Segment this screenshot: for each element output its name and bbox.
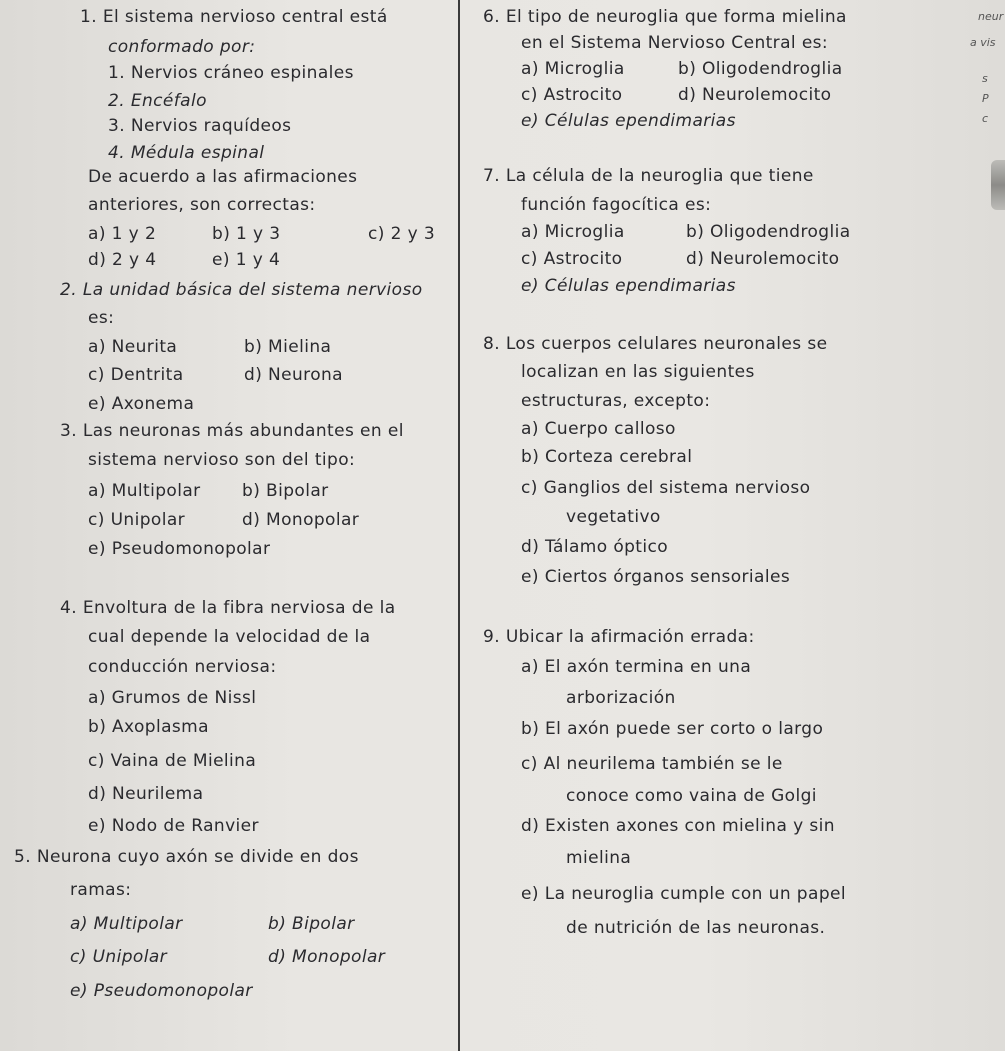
q1-item-3: 3. Nervios raquídeos: [108, 116, 292, 136]
q3-option-a: a) Multipolar: [88, 481, 201, 501]
margin-note-4: P: [982, 92, 989, 105]
q9-option-e-line2: de nutrición de las neuronas.: [566, 918, 826, 938]
q1-item-1: 1. Nervios cráneo espinales: [108, 63, 354, 83]
q6-option-e: e) Células ependimarias: [521, 111, 736, 131]
q9-option-c-line2: conoce como vaina de Golgi: [566, 786, 817, 806]
q2-option-c: c) Dentrita: [88, 365, 184, 385]
q1-stem-line1: 1. El sistema nervioso central está: [80, 7, 388, 27]
q2-stem-line2: es:: [88, 308, 115, 328]
q3-option-e: e) Pseudomonopolar: [88, 539, 271, 559]
q9-option-d-line2: mielina: [566, 848, 632, 868]
q5-option-b: b) Bipolar: [268, 914, 355, 934]
q5-stem-line1: 5. Neurona cuyo axón se divide en dos: [14, 847, 359, 867]
q4-stem-line1: 4. Envoltura de la fibra nerviosa de la: [60, 598, 396, 618]
q1-option-e: e) 1 y 4: [212, 250, 281, 270]
margin-note-1: neur: [978, 10, 1004, 23]
q9-option-e-line1: e) La neuroglia cumple con un papel: [521, 884, 846, 904]
q6-option-d: d) Neurolemocito: [678, 85, 832, 105]
q9-option-a-line1: a) El axón termina en una: [521, 657, 752, 677]
q1-option-a: a) 1 y 2: [88, 224, 157, 244]
q4-option-c: c) Vaina de Mielina: [88, 751, 257, 771]
q7-option-a: a) Microglia: [521, 222, 625, 242]
q4-option-a: a) Grumos de Nissl: [88, 688, 257, 708]
q1-stem-line2: conformado por:: [108, 37, 256, 57]
q6-stem-line1: 6. El tipo de neuroglia que forma mielina: [483, 7, 847, 27]
q1-option-d: d) 2 y 4: [88, 250, 157, 270]
q8-option-d: d) Tálamo óptico: [521, 537, 669, 557]
q9-option-d-line1: d) Existen axones con mielina y sin: [521, 816, 835, 836]
q7-option-b: b) Oligodendroglia: [686, 222, 851, 242]
margin-note-2: a vis: [970, 36, 996, 49]
q2-option-b: b) Mielina: [244, 337, 332, 357]
q1-option-b: b) 1 y 3: [212, 224, 281, 244]
q5-option-a: a) Multipolar: [70, 914, 183, 934]
q6-option-c: c) Astrocito: [521, 85, 623, 105]
q9-option-b: b) El axón puede ser corto o largo: [521, 719, 824, 739]
q4-stem-line3: conducción nerviosa:: [88, 657, 277, 677]
q6-option-b: b) Oligodendroglia: [678, 59, 843, 79]
q1-option-c: c) 2 y 3: [368, 224, 436, 244]
q9-stem: 9. Ubicar la afirmación errada:: [483, 627, 755, 647]
q8-stem-line1: 8. Los cuerpos celulares neuronales se: [483, 334, 828, 354]
q2-option-d: d) Neurona: [244, 365, 343, 385]
q8-stem-line3: estructuras, excepto:: [521, 391, 711, 411]
q4-option-b: b) Axoplasma: [88, 717, 209, 737]
q3-option-b: b) Bipolar: [242, 481, 329, 501]
margin-note-3: s: [982, 72, 988, 85]
q3-option-c: c) Unipolar: [88, 510, 186, 530]
q5-stem-line2: ramas:: [70, 880, 132, 900]
q5-option-e: e) Pseudomonopolar: [70, 981, 253, 1001]
q9-option-a-line2: arborización: [566, 688, 676, 708]
q4-stem-line2: cual depende la velocidad de la: [88, 627, 371, 647]
q6-stem-line2: en el Sistema Nervioso Central es:: [521, 33, 829, 53]
q2-stem-line1: 2. La unidad básica del sistema nervioso: [60, 280, 423, 300]
q7-stem-line2: función fagocítica es:: [521, 195, 712, 215]
q1-follow-line2: anteriores, son correctas:: [88, 195, 316, 215]
margin-note-5: c: [982, 112, 989, 125]
q1-item-4: 4. Médula espinal: [108, 143, 265, 163]
page-edge-shadow: [991, 160, 1005, 210]
q8-option-a: a) Cuerpo calloso: [521, 419, 676, 439]
q8-option-b: b) Corteza cerebral: [521, 447, 693, 467]
q8-option-c-line1: c) Ganglios del sistema nervioso: [521, 478, 811, 498]
q7-option-e: e) Células ependimarias: [521, 276, 736, 296]
q2-option-e: e) Axonema: [88, 394, 195, 414]
q3-stem-line2: sistema nervioso son del tipo:: [88, 450, 356, 470]
q6-option-a: a) Microglia: [521, 59, 625, 79]
q1-follow-line1: De acuerdo a las afirmaciones: [88, 167, 358, 187]
q8-option-c-line2: vegetativo: [566, 507, 661, 527]
q7-stem-line1: 7. La célula de la neuroglia que tiene: [483, 166, 814, 186]
column-divider: [458, 0, 460, 1051]
q5-option-c: c) Unipolar: [70, 947, 168, 967]
q7-option-d: d) Neurolemocito: [686, 249, 840, 269]
q4-option-d: d) Neurilema: [88, 784, 204, 804]
q8-stem-line2: localizan en las siguientes: [521, 362, 755, 382]
q5-option-d: d) Monopolar: [268, 947, 386, 967]
q7-option-c: c) Astrocito: [521, 249, 623, 269]
q4-option-e: e) Nodo de Ranvier: [88, 816, 259, 836]
q2-option-a: a) Neurita: [88, 337, 178, 357]
q9-option-c-line1: c) Al neurilema también se le: [521, 754, 783, 774]
q1-item-2: 2. Encéfalo: [108, 91, 207, 111]
q3-option-d: d) Monopolar: [242, 510, 360, 530]
q3-stem-line1: 3. Las neuronas más abundantes en el: [60, 421, 404, 441]
q8-option-e: e) Ciertos órganos sensoriales: [521, 567, 791, 587]
